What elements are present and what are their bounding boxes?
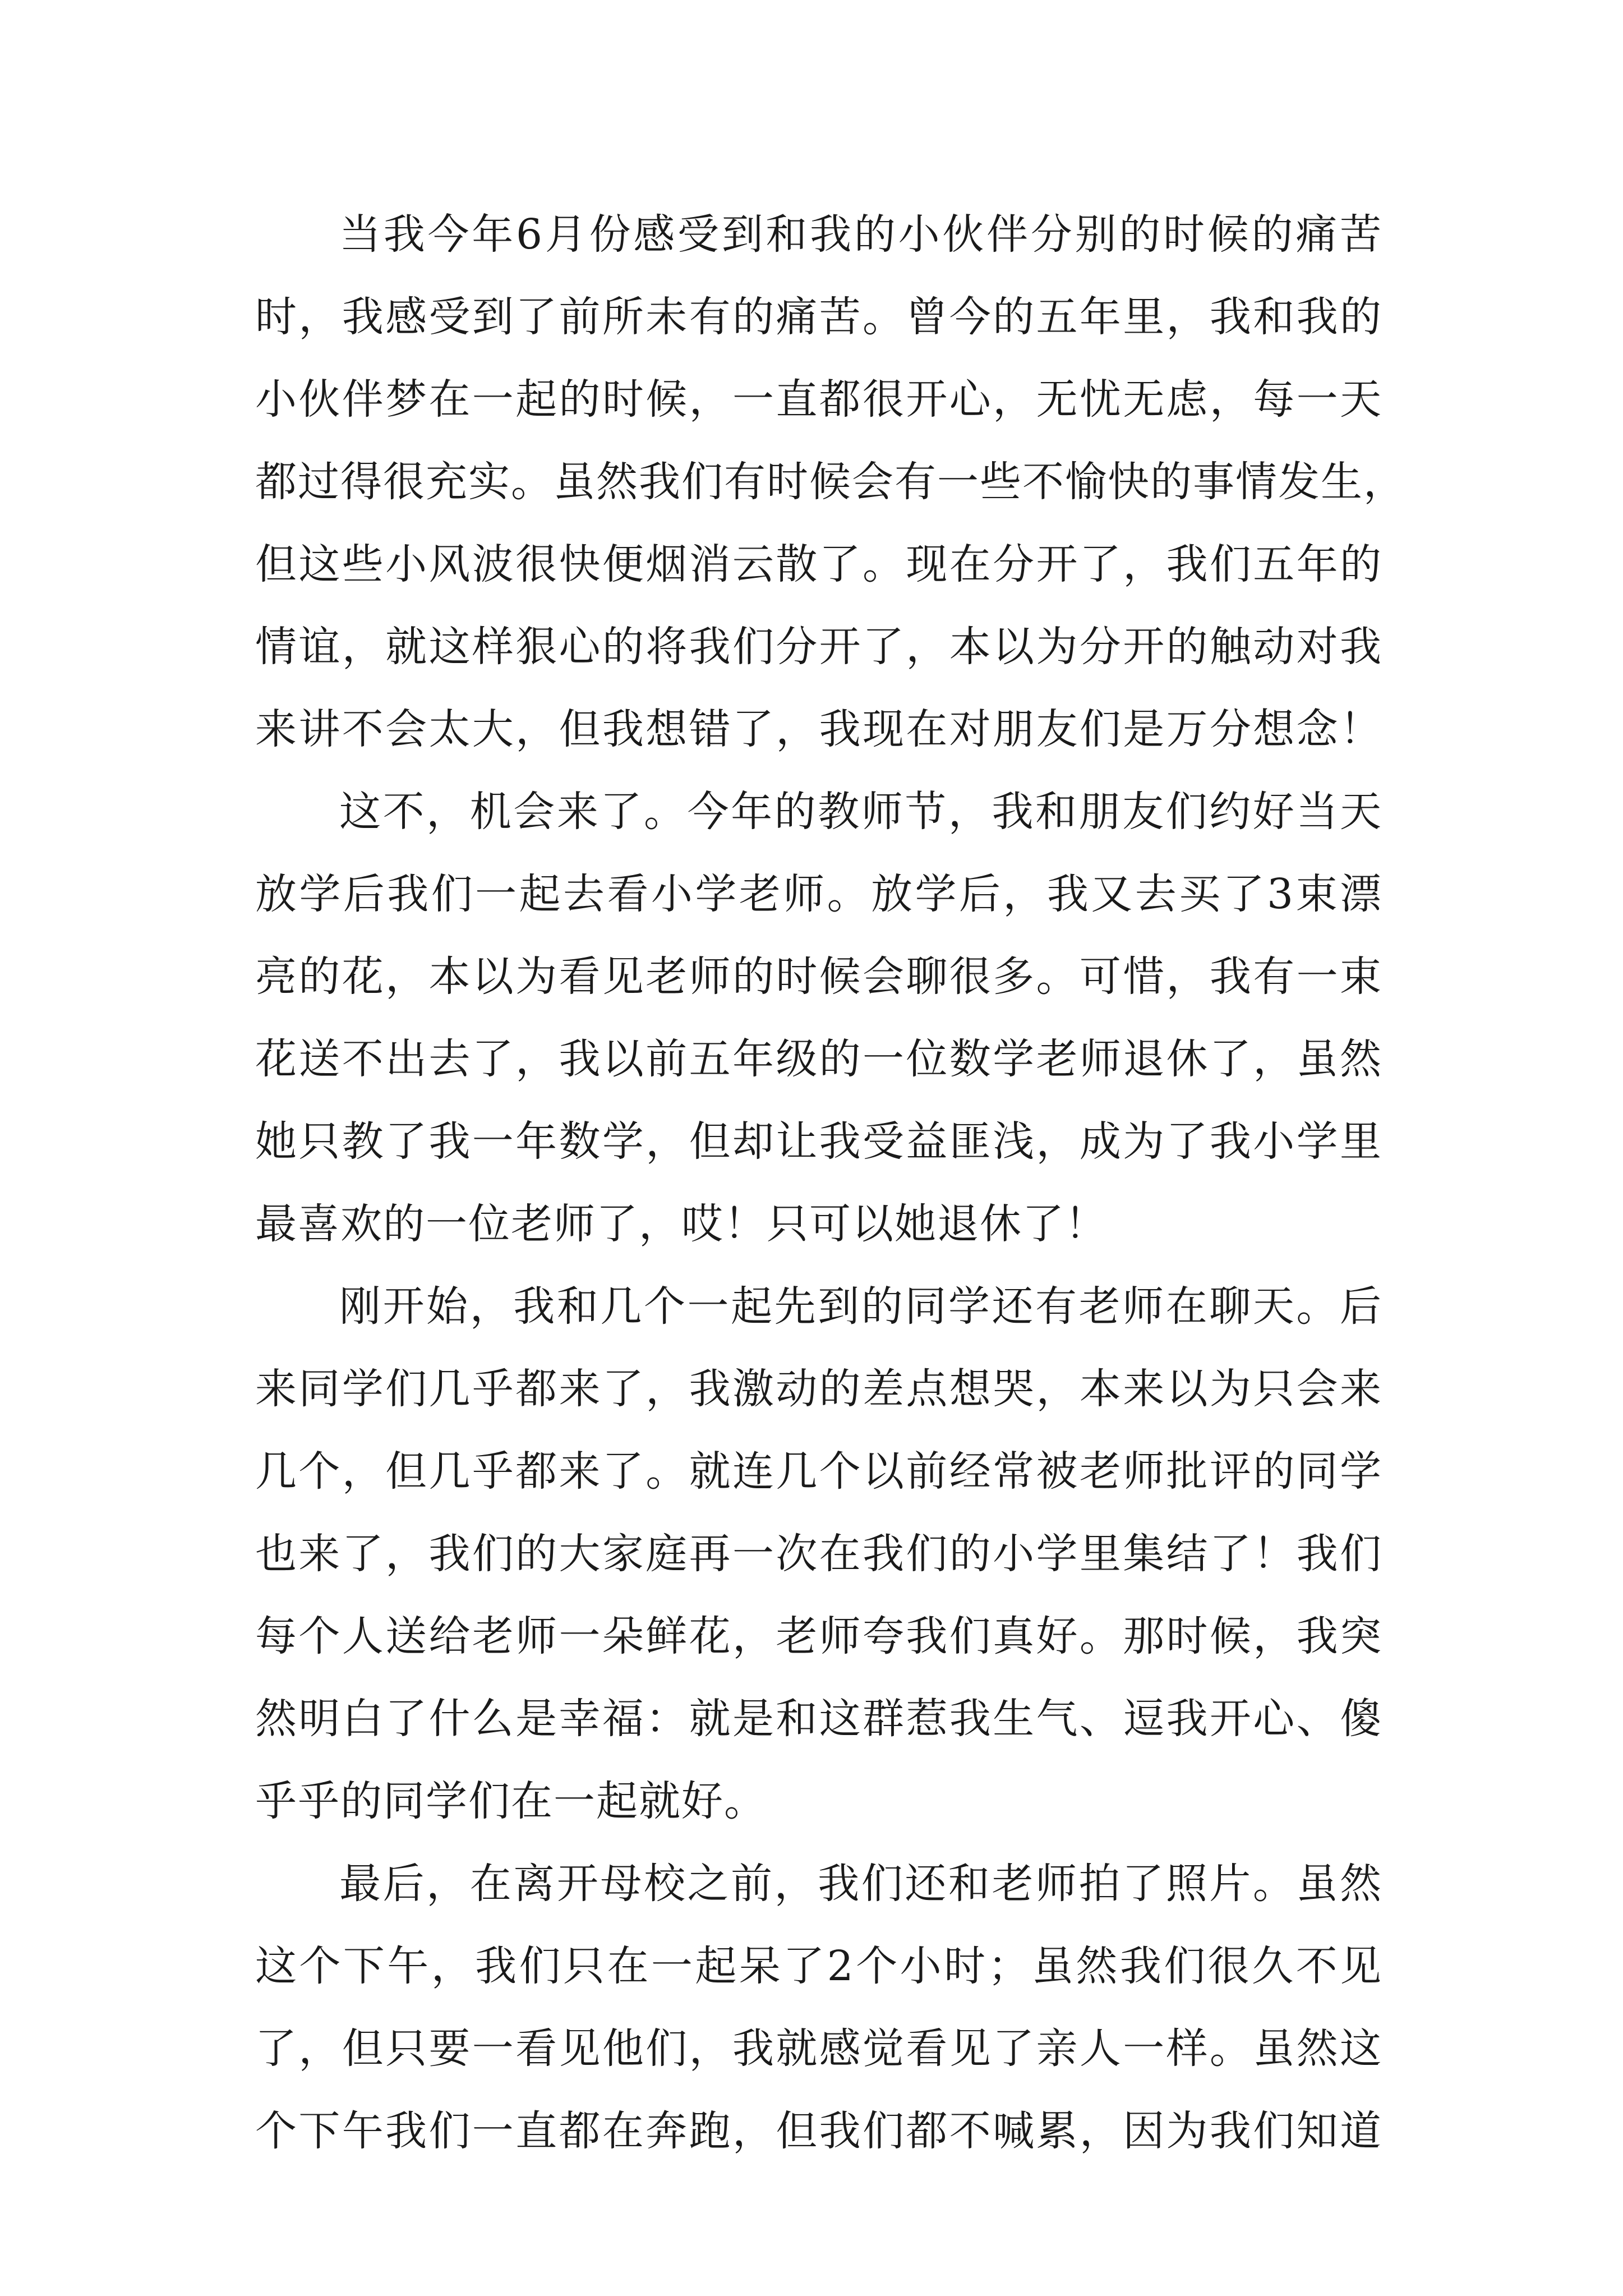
text-line: 这个下午，我们只在一起呆了2个小时；虽然我们很久不见 bbox=[255, 1942, 1382, 1990]
paragraph-4 bbox=[255, 1843, 1382, 2173]
paragraph-2 bbox=[255, 771, 1382, 1266]
text-line: 个下午我们一直都在奔跑，但我们都不喊累，因为我们知道 bbox=[255, 2107, 1382, 2155]
text-line: 情谊，就这样狠心的将我们分开了，本以为分开的触动对我 bbox=[255, 623, 1382, 671]
text-line: 最后，在离开母校之前，我们还和老师拍了照片。虽然 bbox=[339, 1860, 1382, 1908]
text-line: 也来了，我们的大家庭再一次在我们的小学里集结了！我们 bbox=[255, 1530, 1382, 1578]
text-line: 几个，但几乎都来了。就连几个以前经常被老师批评的同学 bbox=[255, 1447, 1382, 1496]
text-line: 乎乎的同学们在一起就好。 bbox=[255, 1777, 767, 1825]
text-line: 时，我感受到了前所未有的痛苦。曾今的五年里，我和我的 bbox=[255, 293, 1382, 341]
essay-body bbox=[255, 194, 1406, 2173]
text-line: 然明白了什么是幸福：就是和这群惹我生气、逗我开心、傻 bbox=[255, 1695, 1382, 1743]
text-line: 但这些小风波很快便烟消云散了。现在分开了，我们五年的 bbox=[255, 540, 1382, 588]
text-line: 了，但只要一看见他们，我就感觉看见了亲人一样。虽然这 bbox=[255, 2024, 1382, 2073]
text-line: 放学后我们一起去看小学老师。放学后，我又去买了3束漂 bbox=[255, 870, 1382, 918]
paragraph-1 bbox=[255, 194, 1406, 771]
text-line: 来同学们几乎都来了，我激动的差点想哭，本来以为只会来 bbox=[255, 1365, 1382, 1413]
text-line: 当我今年6月份感受到和我的小伙伴分别的时候的痛苦 bbox=[339, 210, 1382, 259]
text-line: 都过得很充实。虽然我们有时候会有一些不愉快的事情发生， bbox=[255, 458, 1406, 506]
paragraph-3 bbox=[255, 1266, 1382, 1843]
text-line: 她只教了我一年数学，但却让我受益匪浅，成为了我小学里 bbox=[255, 1117, 1382, 1166]
text-line: 最喜欢的一位老师了，哎！只可以她退休了！ bbox=[255, 1200, 1108, 1248]
text-line: 亮的花，本以为看见老师的时候会聊很多。可惜，我有一束 bbox=[255, 953, 1382, 1001]
text-line: 花送不出去了，我以前五年级的一位数学老师退休了，虽然 bbox=[255, 1035, 1382, 1083]
text-line: 来讲不会太大，但我想错了，我现在对朋友们是万分想念！ bbox=[255, 705, 1382, 753]
text-line: 这不，机会来了。今年的教师节，我和朋友们约好当天 bbox=[339, 788, 1382, 836]
text-line: 小伙伴梦在一起的时候，一直都很开心，无忧无虑，每一天 bbox=[255, 375, 1382, 424]
text-line: 每个人送给老师一朵鲜花，老师夸我们真好。那时候，我突 bbox=[255, 1612, 1382, 1660]
text-line: 刚开始，我和几个一起先到的同学还有老师在聊天。后 bbox=[339, 1282, 1382, 1331]
